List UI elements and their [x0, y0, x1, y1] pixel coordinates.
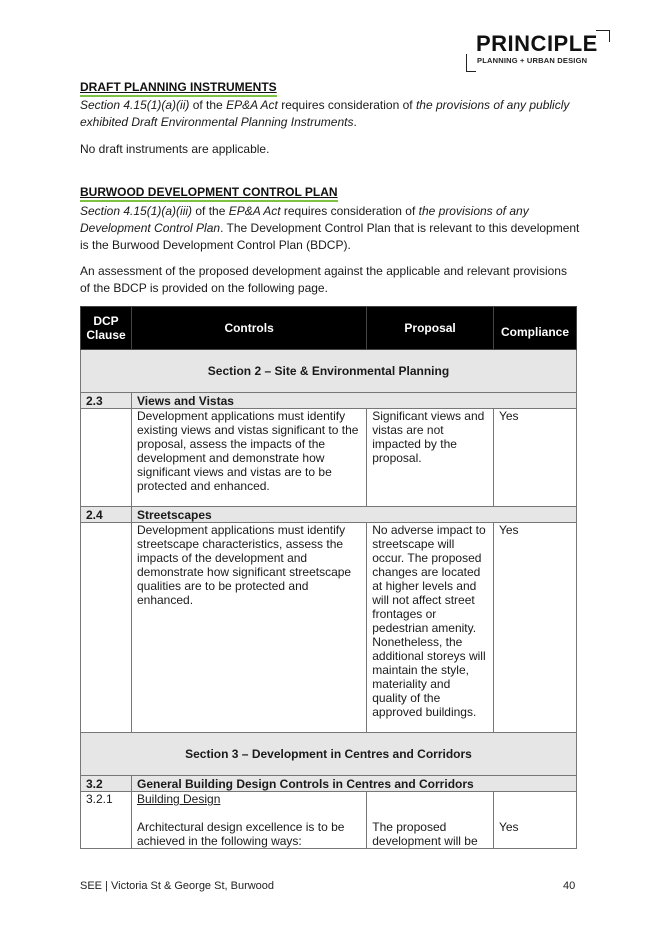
header-proposal: Proposal	[367, 307, 494, 350]
table-header-row	[81, 307, 577, 350]
draft-intro-paragraph	[80, 97, 580, 131]
italic-text: the provisions of any publicly exhibited Draft Environmental Planning Instruments	[80, 98, 570, 129]
spacer	[499, 792, 571, 820]
proposal-cell	[367, 792, 494, 849]
text: of the	[189, 98, 227, 112]
proposal-text: The proposed development will be	[372, 820, 478, 848]
italic-text: the provisions of any Development Control Plan	[80, 204, 529, 235]
compliance-cell	[493, 792, 576, 849]
clause-number: 2.3	[81, 393, 132, 409]
text: .	[353, 115, 357, 129]
compliance-text: Yes	[498, 820, 519, 834]
spacer	[372, 792, 488, 820]
section-title: Section 3 – Development in Centres and Corridors	[81, 733, 577, 776]
section-row	[81, 733, 577, 776]
company-logo	[466, 30, 612, 72]
dcp-intro-paragraph	[80, 203, 580, 254]
clause-title: Streetscapes	[131, 507, 576, 523]
clause-heading-row	[81, 393, 577, 409]
logo-corner-top-right	[596, 30, 610, 42]
proposal-cell: No adverse impact to streetscape will occur. The proposed changes are located at higher levels and will not affect street frontages or pedestrian amenity. Nonetheless, the additional storeys will maintain the style, materiality and quality of the approved buildings.	[367, 523, 494, 733]
control-cell: Development applications must identify streetscape characteristics, assess the impacts of the development and demonstrate how significant streetscape qualities are to be protected and enhanced.	[131, 523, 366, 733]
heading-text: DRAFT PLANNING INSTRUMENTS	[80, 80, 277, 94]
spacer	[137, 806, 361, 820]
section-ref: Section 4.15(1)(a)(iii)	[80, 204, 193, 218]
heading-accent-underline	[80, 200, 338, 202]
section-row	[81, 350, 577, 393]
heading-text: BURWOOD DEVELOPMENT CONTROL PLAN	[80, 185, 338, 199]
text: requires consideration of	[280, 204, 419, 218]
clause-number: 2.4	[81, 507, 132, 523]
dcp-assessment-paragraph: An assessment of the proposed development against the applicable and relevant provisions of the BDCP is provided on the following page.	[80, 264, 567, 295]
control-subtitle: Building Design	[136, 792, 221, 806]
act-name: EP&A Act	[228, 204, 281, 218]
text: of the	[192, 204, 229, 218]
header-controls: Controls	[131, 307, 366, 350]
section-title: Section 2 – Site & Environmental Planning	[81, 350, 577, 393]
table-row	[81, 409, 577, 507]
text: requires consideration of	[277, 98, 416, 112]
draft-instruments-heading	[80, 80, 277, 94]
control-cell	[131, 792, 366, 849]
section-ref: Section 4.15(1)(a)(ii)	[80, 98, 190, 112]
header-dcp-clause: DCP Clause	[81, 307, 132, 350]
table-row	[81, 792, 577, 849]
proposal-cell: Significant views and vistas are not impacted by the proposal.	[367, 409, 494, 507]
clause-number: 3.2.1	[81, 792, 132, 849]
footer-page-number: 40	[563, 880, 576, 892]
header-compliance: Compliance	[493, 307, 576, 350]
control-cell: Development applications must identify existing views and vistas significant to the proposal, assess the impacts of the development and demonstrate how significant views and vistas are to be protected and enhanced.	[131, 409, 366, 507]
control-text: Architectural design excellence is to be achieved in the following ways:	[136, 820, 345, 848]
dcp-compliance-table	[80, 306, 577, 849]
footer-document-title: SEE | Victoria St & George St, Burwood	[80, 880, 275, 892]
act-name: EP&A Act	[226, 98, 278, 112]
compliance-cell: Yes	[493, 409, 576, 507]
logo-tagline: PLANNING + URBAN DESIGN	[477, 56, 588, 65]
logo-corner-bottom-left	[466, 54, 476, 72]
clause-number: 3.2	[81, 776, 132, 792]
clause-title: General Building Design Controls in Centres and Corridors	[131, 776, 576, 792]
dcp-heading	[80, 185, 338, 199]
clause-heading-row	[81, 776, 577, 792]
clause-heading-row	[81, 507, 577, 523]
clause-title: Views and Vistas	[131, 393, 576, 409]
compliance-cell: Yes	[493, 523, 576, 733]
logo-brand: PRINCIPLE	[476, 31, 598, 56]
draft-conclusion: No draft instruments are applicable.	[80, 142, 270, 156]
clause-cell	[81, 523, 132, 733]
table-row	[81, 523, 577, 733]
text: . The Development Control Plan that is relevant to this development is the Burwood Development Control Plan (BDCP).	[80, 221, 580, 252]
clause-cell	[81, 409, 132, 507]
